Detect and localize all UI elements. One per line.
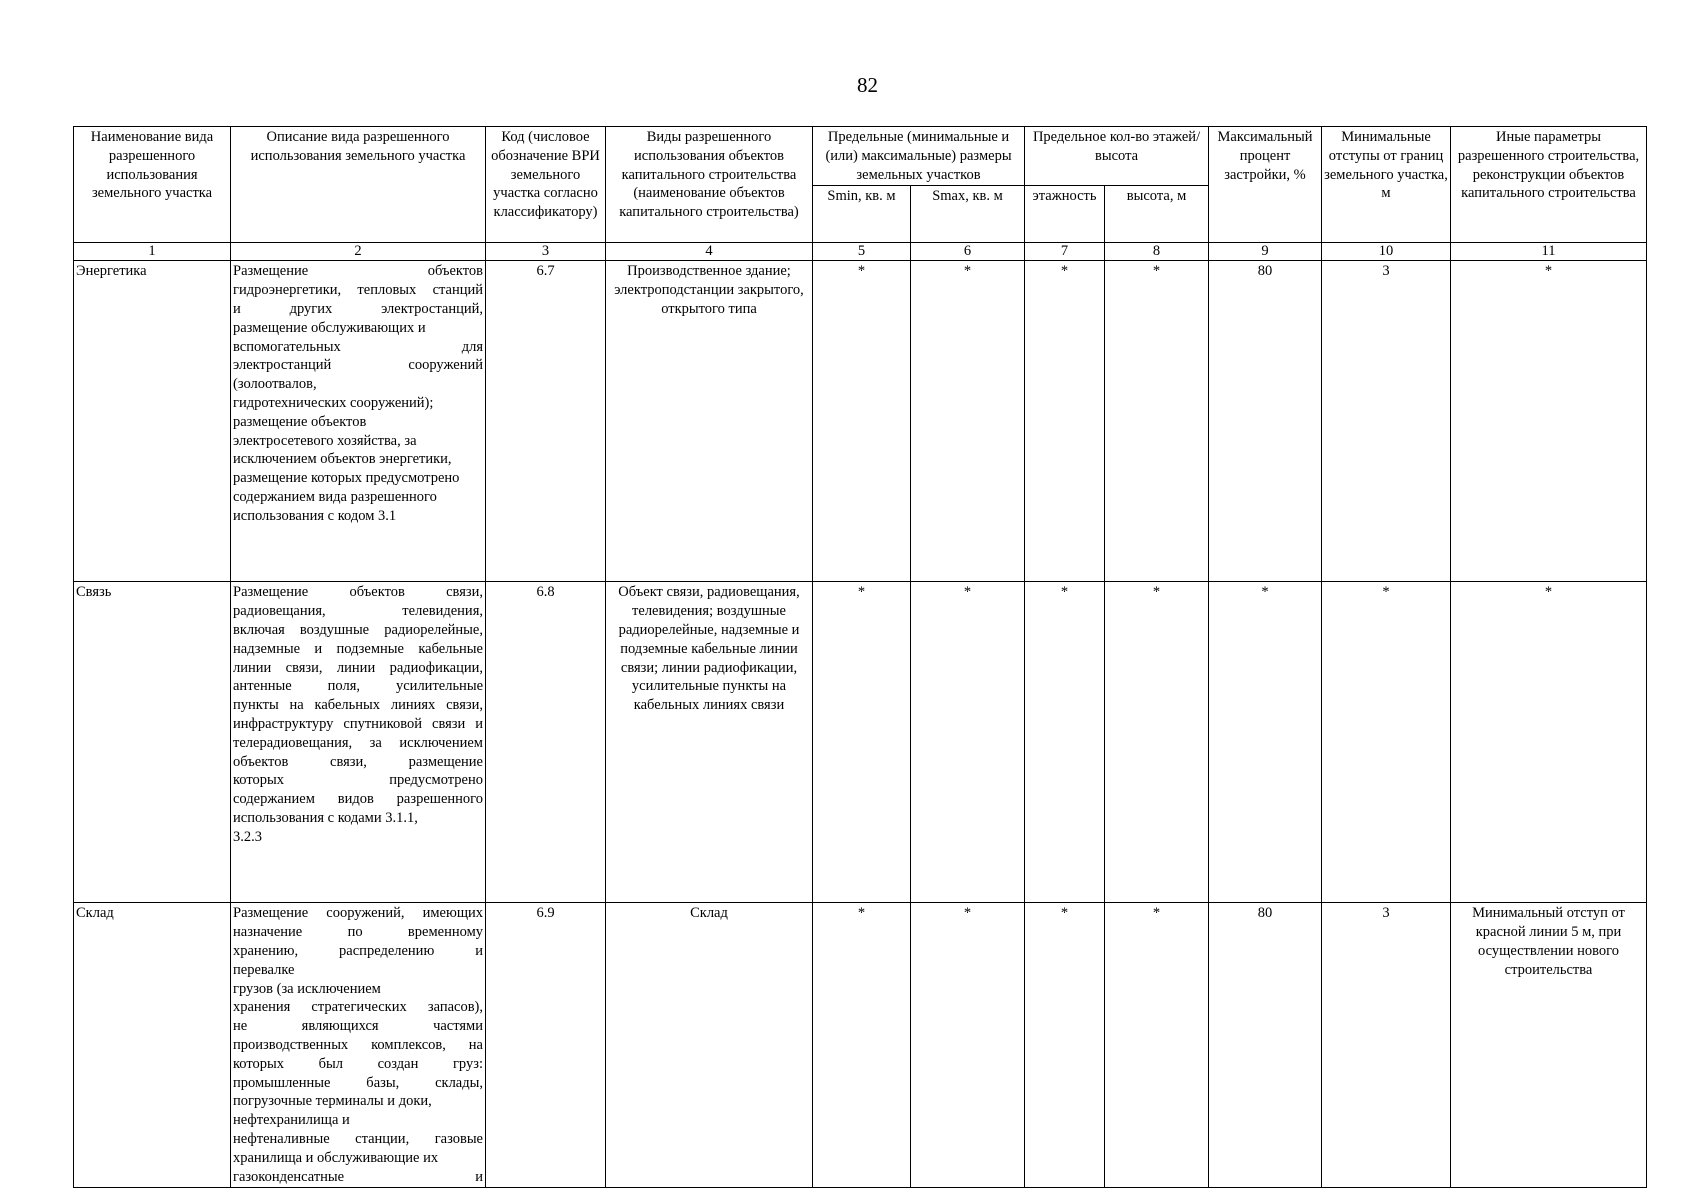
row-smin: * [813,261,911,582]
column-number-row [74,243,1647,261]
column-number: 4 [606,243,813,261]
header-code: Код (числовое обозначение ВРИ земельного участка согласно классификатору) [486,127,606,243]
row-other-params: * [1451,582,1647,903]
row-height: * [1105,903,1209,1188]
row-smax: * [911,903,1025,1188]
column-number: 11 [1451,243,1647,261]
column-number: 5 [813,243,911,261]
table-row [74,261,1647,582]
row-name: Связь [74,582,231,903]
header-height: высота, м [1105,186,1209,243]
row-description: Размещение сооружений, имеющих назначение по временному хранению, распределению и перевалке грузов (за исключением хранения стратегических запасов), не являющихся частями производственных комплексов, на которых был создан груз: промышленные базы, склады, погрузочные терминалы и доки, нефтехранилища и нефтеналивные станции, газовые хранилища и обслуживающие их газоконденсатные и [231,903,486,1188]
column-number: 7 [1025,243,1105,261]
column-number: 8 [1105,243,1209,261]
row-code: 6.8 [486,582,606,903]
row-smin: * [813,903,911,1188]
row-capital-construction: Объект связи, радиовещания, телевидения; воздушные радиорелейные, надземные и подземные кабельные линии связи; линии радиофикации, усилительные пункты на кабельных линиях связи [606,582,813,903]
row-min-setback: 3 [1322,261,1451,582]
row-code: 6.7 [486,261,606,582]
column-number: 3 [486,243,606,261]
column-number: 2 [231,243,486,261]
row-name: Склад [74,903,231,1188]
row-height: * [1105,261,1209,582]
table-row [74,582,1647,903]
row-other-params: * [1451,261,1647,582]
table-row [74,903,1647,1188]
row-min-setback: 3 [1322,903,1451,1188]
column-number: 9 [1209,243,1322,261]
row-smin: * [813,582,911,903]
row-floors: * [1025,903,1105,1188]
column-number: 10 [1322,243,1451,261]
row-height: * [1105,582,1209,903]
row-code: 6.9 [486,903,606,1188]
row-max-coverage: 80 [1209,261,1322,582]
header-min-setback: Минимальные отступы от границ земельного участка, м [1322,127,1451,243]
row-min-setback: * [1322,582,1451,903]
row-description: Размещение объектов связи, радиовещания, телевидения, включая воздушные радиорелейные, надземные и подземные кабельные линии связи, линии радиофикации, антенные поля, усилительные пункты на кабельных линиях связи, инфраструктуру спутниковой связи и телерадиовещания, за исключением объектов связи, размещение которых предусмотрено содержанием видов разрешенного использования с кодами 3.1.1, 3.2.3 [231,582,486,903]
header-plot-sizes: Предельные (минимальные и (или) максимальные) размеры земельных участков [813,127,1025,186]
header-name: Наименование вида разрешенного использования земельного участка [74,127,231,243]
header-floors-height: Предельное кол-во этажей/высота [1025,127,1209,186]
row-smax: * [911,261,1025,582]
row-capital-construction: Производственное здание; электроподстанции закрытого, открытого типа [606,261,813,582]
row-name: Энергетика [74,261,231,582]
header-other-params: Иные параметры разрешенного строительства, реконструкции объектов капитального строительства [1451,127,1647,243]
row-max-coverage: * [1209,582,1322,903]
header-max-coverage: Максимальный процент застройки, % [1209,127,1322,243]
row-floors: * [1025,261,1105,582]
row-smax: * [911,582,1025,903]
column-number: 1 [74,243,231,261]
header-description: Описание вида разрешенного использования земельного участка [231,127,486,243]
header-smax: Smax, кв. м [911,186,1025,243]
header-smin: Smin, кв. м [813,186,911,243]
header-floors: этажность [1025,186,1105,243]
column-number: 6 [911,243,1025,261]
row-capital-construction: Склад [606,903,813,1188]
row-description: Размещение объектов гидроэнергетики, тепловых станций и других электростанций, размещение обслуживающих и вспомогательных для электростанций сооружений (золоотвалов, гидротехнических сооружений); размещение объектов электросетевого хозяйства, за исключением объектов энергетики, размещение которых предусмотрено содержанием вида разрешенного использования с кодом 3.1 [231,261,486,582]
zoning-regulations-table [73,126,1647,1188]
row-other-params: Минимальный отступ от красной линии 5 м, при осуществлении нового строительства [1451,903,1647,1188]
row-max-coverage: 80 [1209,903,1322,1188]
page-number: 82 [857,73,878,97]
row-floors: * [1025,582,1105,903]
header-capital-construction: Виды разрешенного использования объектов капитального строительства (наименование объектов капитального строительства) [606,127,813,243]
